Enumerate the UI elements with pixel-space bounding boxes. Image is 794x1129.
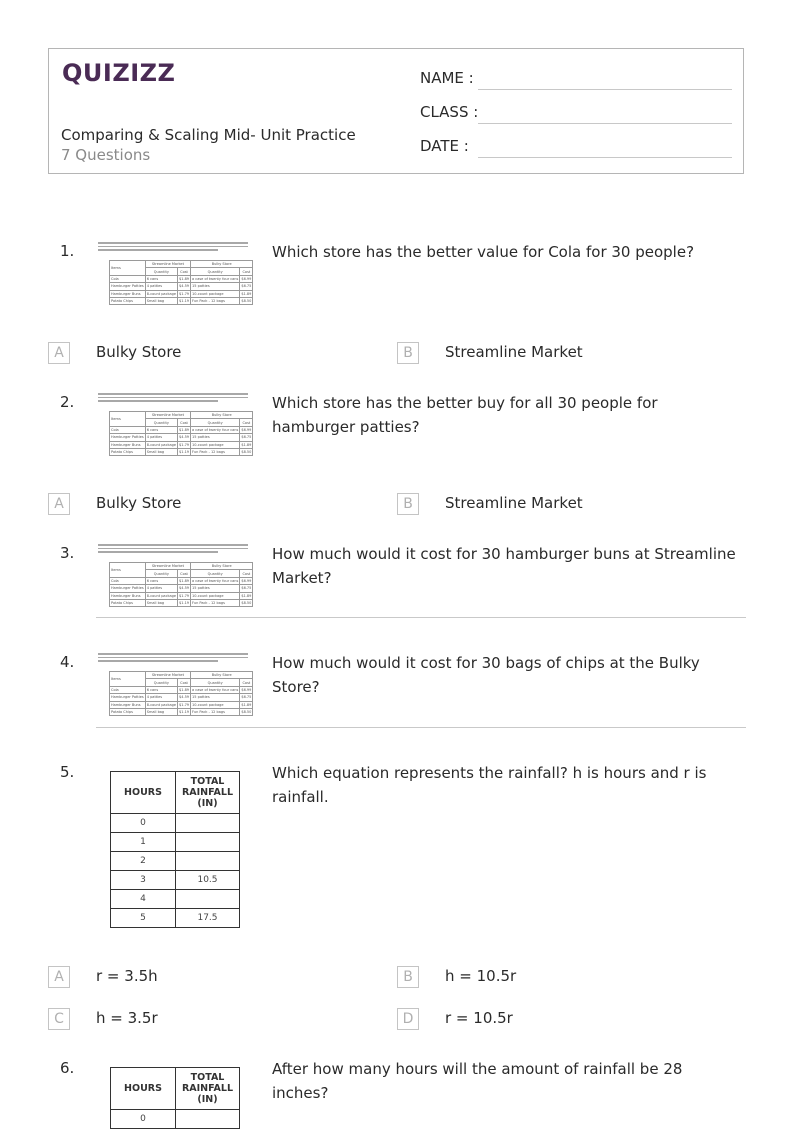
question-text: How much would it cost for 30 bags of chips at the Bulky Store? [272,654,700,696]
table-cell: Cost [178,419,191,426]
table-cell: $6.99 [241,427,252,432]
table-cell: Quantity [191,570,240,577]
table-cell: Items [110,261,146,276]
table-cell: $1.89 [241,702,252,707]
table-cell: Cola [110,577,146,584]
table-cell: $1.89 [241,442,252,447]
rainfall-header [176,772,240,814]
hours-header: HOURS [111,772,176,814]
question-number: 5. [60,763,75,781]
option-letter[interactable]: A [48,342,70,364]
table-cell: Fun Pack - 12 bags [191,297,240,304]
option-letter[interactable]: B [397,966,419,988]
table-cell: a case of twenty four cans [192,687,239,692]
table-cell: $6.75 [241,435,252,440]
name-line [478,89,732,90]
table-cell: $1.79 [179,291,190,296]
table-cell: 6 cans [145,686,177,693]
table-cell: Small bag [145,599,177,606]
table-cell [176,833,240,852]
table-cell: 4 patties [145,283,177,290]
thumbnail-table [109,260,253,305]
table-cell: 8-count package [146,291,176,296]
question-number: 1. [60,242,75,260]
table-cell: 6 cans [145,577,177,584]
table-cell: $1.19 [179,601,190,606]
table-cell: Cost [240,419,253,426]
table-cell: a case of twenty four cans [192,276,239,281]
table-cell: $4.59 [179,695,190,700]
table-cell: $8.50 [241,710,252,715]
table-cell: $8.50 [241,601,252,606]
table-cell: Streamline Market [145,412,190,419]
question-text: Which store has the better buy for all 30 people for hamburger patties? [272,394,658,436]
thumbnail-table [109,562,253,607]
table-cell: Cost [240,570,253,577]
table-cell: Quantity [191,268,240,275]
table-cell: Hamburger Buns [110,441,146,448]
thumbnail-table [109,671,253,716]
question-number: 4. [60,653,75,671]
table-cell: Cost [178,268,191,275]
table-cell: Potato Chips [110,599,146,606]
option-letter[interactable]: B [397,342,419,364]
class-line [478,123,732,124]
option-text[interactable]: r = 3.5h [96,967,158,985]
table-cell: 4 patties [145,694,177,701]
name-label: NAME : [420,69,474,87]
table-cell: $1.89 [179,687,190,692]
table-cell: Quantity [191,679,240,686]
option-text[interactable]: Bulky Store [96,494,182,512]
table-cell: 17.5 [176,909,240,928]
rainfall-header-line: RAINFALL [181,1083,233,1094]
table-cell: Small bag [145,708,177,715]
table-cell: Hamburger Buns [110,592,146,599]
table-cell: 8-count package [146,442,176,447]
option-letter[interactable]: D [397,1008,419,1030]
question-text: How much would it cost for 30 hamburger buns at Streamline Market? [272,545,736,587]
table-cell: 4 patties [145,434,177,441]
table-cell: $6.75 [241,695,252,700]
table-cell: 4 patties [145,585,177,592]
table-cell: $1.79 [179,593,190,598]
option-text[interactable]: Streamline Market [445,343,583,361]
table-cell: 10.5 [176,871,240,890]
table-cell: Potato Chips [110,297,146,304]
thumbnail-caption [98,393,248,401]
table-cell: Bulky Store [191,563,253,570]
option-text[interactable]: Streamline Market [445,494,583,512]
table-cell: 8-count package [146,593,176,598]
table-cell: $6.99 [241,578,252,583]
table-cell: $6.75 [241,284,252,289]
table-cell: 10-count package [191,441,240,448]
table-cell: $1.79 [179,702,190,707]
option-letter[interactable]: A [48,493,70,515]
table-cell: Hamburger Patties [111,284,144,289]
option-letter[interactable]: B [397,493,419,515]
table-cell: Streamline Market [145,563,190,570]
table-cell: Quantity [145,268,177,275]
option-text[interactable]: h = 10.5r [445,967,517,985]
table-cell: 15 patties [191,434,240,441]
table-cell: 15 patties [191,694,240,701]
table-cell: Cost [240,679,253,686]
table-cell [176,852,240,871]
quizizz-logo: QUIZIZZ [62,59,176,87]
rainfall-table [110,771,240,928]
question-text: After how many hours will the amount of rainfall be 28 inches? [272,1060,683,1102]
table-cell: 1 [111,833,176,852]
table-cell: $1.19 [179,299,190,304]
table-cell: Hamburger Buns [110,290,146,297]
rainfall-header [176,1068,240,1110]
table-cell: Bulky Store [191,672,253,679]
table-cell: $1.89 [179,276,190,281]
thumbnail-caption [98,653,248,661]
table-cell: Hamburger Patties [111,435,144,440]
table-cell: Streamline Market [145,672,190,679]
table-cell: Hamburger Patties [111,695,144,700]
table-cell: Cost [178,679,191,686]
table-cell: 15 patties [191,283,240,290]
table-cell: $6.99 [241,687,252,692]
table-cell: 3 [111,871,176,890]
table-cell: $4.59 [179,284,190,289]
table-cell: Quantity [145,679,177,686]
table-cell: $6.99 [241,276,252,281]
table-cell: $6.75 [241,586,252,591]
table-cell: 6 cans [145,275,177,282]
table-cell: $1.89 [179,427,190,432]
question-count: 7 Questions [61,146,151,164]
rainfall-header-line: RAINFALL [181,787,233,798]
table-cell: $1.89 [241,593,252,598]
rainfall-header-line: TOTAL [190,776,225,787]
class-label: CLASS : [420,103,479,121]
table-cell: $8.50 [241,450,252,455]
table-cell: Items [110,412,146,427]
hours-header: HOURS [111,1068,176,1110]
question-number: 2. [60,393,75,411]
table-cell: $1.19 [179,710,190,715]
question-text: Which store has the better value for Cola for 30 people? [272,243,695,261]
worksheet-title: Comparing & Scaling Mid- Unit Practice [61,126,356,144]
table-cell: Bulky Store [191,412,253,419]
table-cell: Potato Chips [110,708,146,715]
table-cell: 15 patties [191,585,240,592]
table-cell: 5 [111,909,176,928]
table-cell: $1.89 [241,291,252,296]
table-cell: Fun Pack - 12 bags [191,599,240,606]
table-cell: Cost [240,268,253,275]
table-cell: Items [110,672,146,687]
table-cell: Bulky Store [191,261,253,268]
table-cell: Potato Chips [110,448,146,455]
table-cell: Hamburger Buns [110,701,146,708]
table-cell: $4.59 [179,586,190,591]
answer-line [96,727,746,728]
rainfall-table [110,1067,240,1129]
table-cell: a case of twenty four cans [192,578,239,583]
option-letter[interactable]: A [48,966,70,988]
thumbnail-caption [98,544,248,552]
table-cell: Fun Pack - 12 bags [191,448,240,455]
thumbnail-caption [98,242,248,250]
table-cell: Streamline Market [145,261,190,268]
option-text[interactable]: h = 3.5r [96,1009,158,1027]
option-text[interactable]: Bulky Store [96,343,182,361]
table-cell: Cola [110,426,146,433]
answer-line [96,617,746,618]
table-cell: 4 [111,890,176,909]
option-letter[interactable]: C [48,1008,70,1030]
table-cell: $8.50 [241,299,252,304]
table-cell: 8-count package [146,702,176,707]
rainfall-header-line: (IN) [197,798,218,809]
table-cell: a case of twenty four cans [192,427,239,432]
table-cell: $1.89 [179,578,190,583]
table-cell: 10-count package [191,592,240,599]
question-number: 3. [60,544,75,562]
thumbnail-table [109,411,253,456]
rainfall-header-line: (IN) [197,1094,218,1105]
option-text[interactable]: r = 10.5r [445,1009,513,1027]
table-cell: 10-count package [191,701,240,708]
table-cell: Hamburger Patties [111,586,144,591]
table-cell: Small bag [145,297,177,304]
table-cell: Small bag [145,448,177,455]
table-cell: Items [110,563,146,578]
table-cell: 10-count package [191,290,240,297]
table-cell: Quantity [191,419,240,426]
table-cell: Quantity [145,419,177,426]
table-cell: $1.19 [179,450,190,455]
table-cell: Cola [110,275,146,282]
date-line [478,157,732,158]
table-cell: Fun Pack - 12 bags [191,708,240,715]
table-cell: Cost [178,570,191,577]
table-cell: $4.59 [179,435,190,440]
question-text: Which equation represents the rainfall? h is hours and r is rainfall. [272,764,707,806]
question-number: 6. [60,1059,75,1077]
table-cell [176,814,240,833]
table-cell: Cola [110,686,146,693]
worksheet-header [48,48,744,174]
date-label: DATE : [420,137,469,155]
table-cell: 0 [111,1110,176,1129]
table-cell: 6 cans [145,426,177,433]
table-cell: Quantity [145,570,177,577]
rainfall-header-line: TOTAL [190,1072,225,1083]
table-cell [176,890,240,909]
table-cell [176,1110,240,1129]
table-cell: $1.79 [179,442,190,447]
table-cell: 2 [111,852,176,871]
table-cell: 0 [111,814,176,833]
